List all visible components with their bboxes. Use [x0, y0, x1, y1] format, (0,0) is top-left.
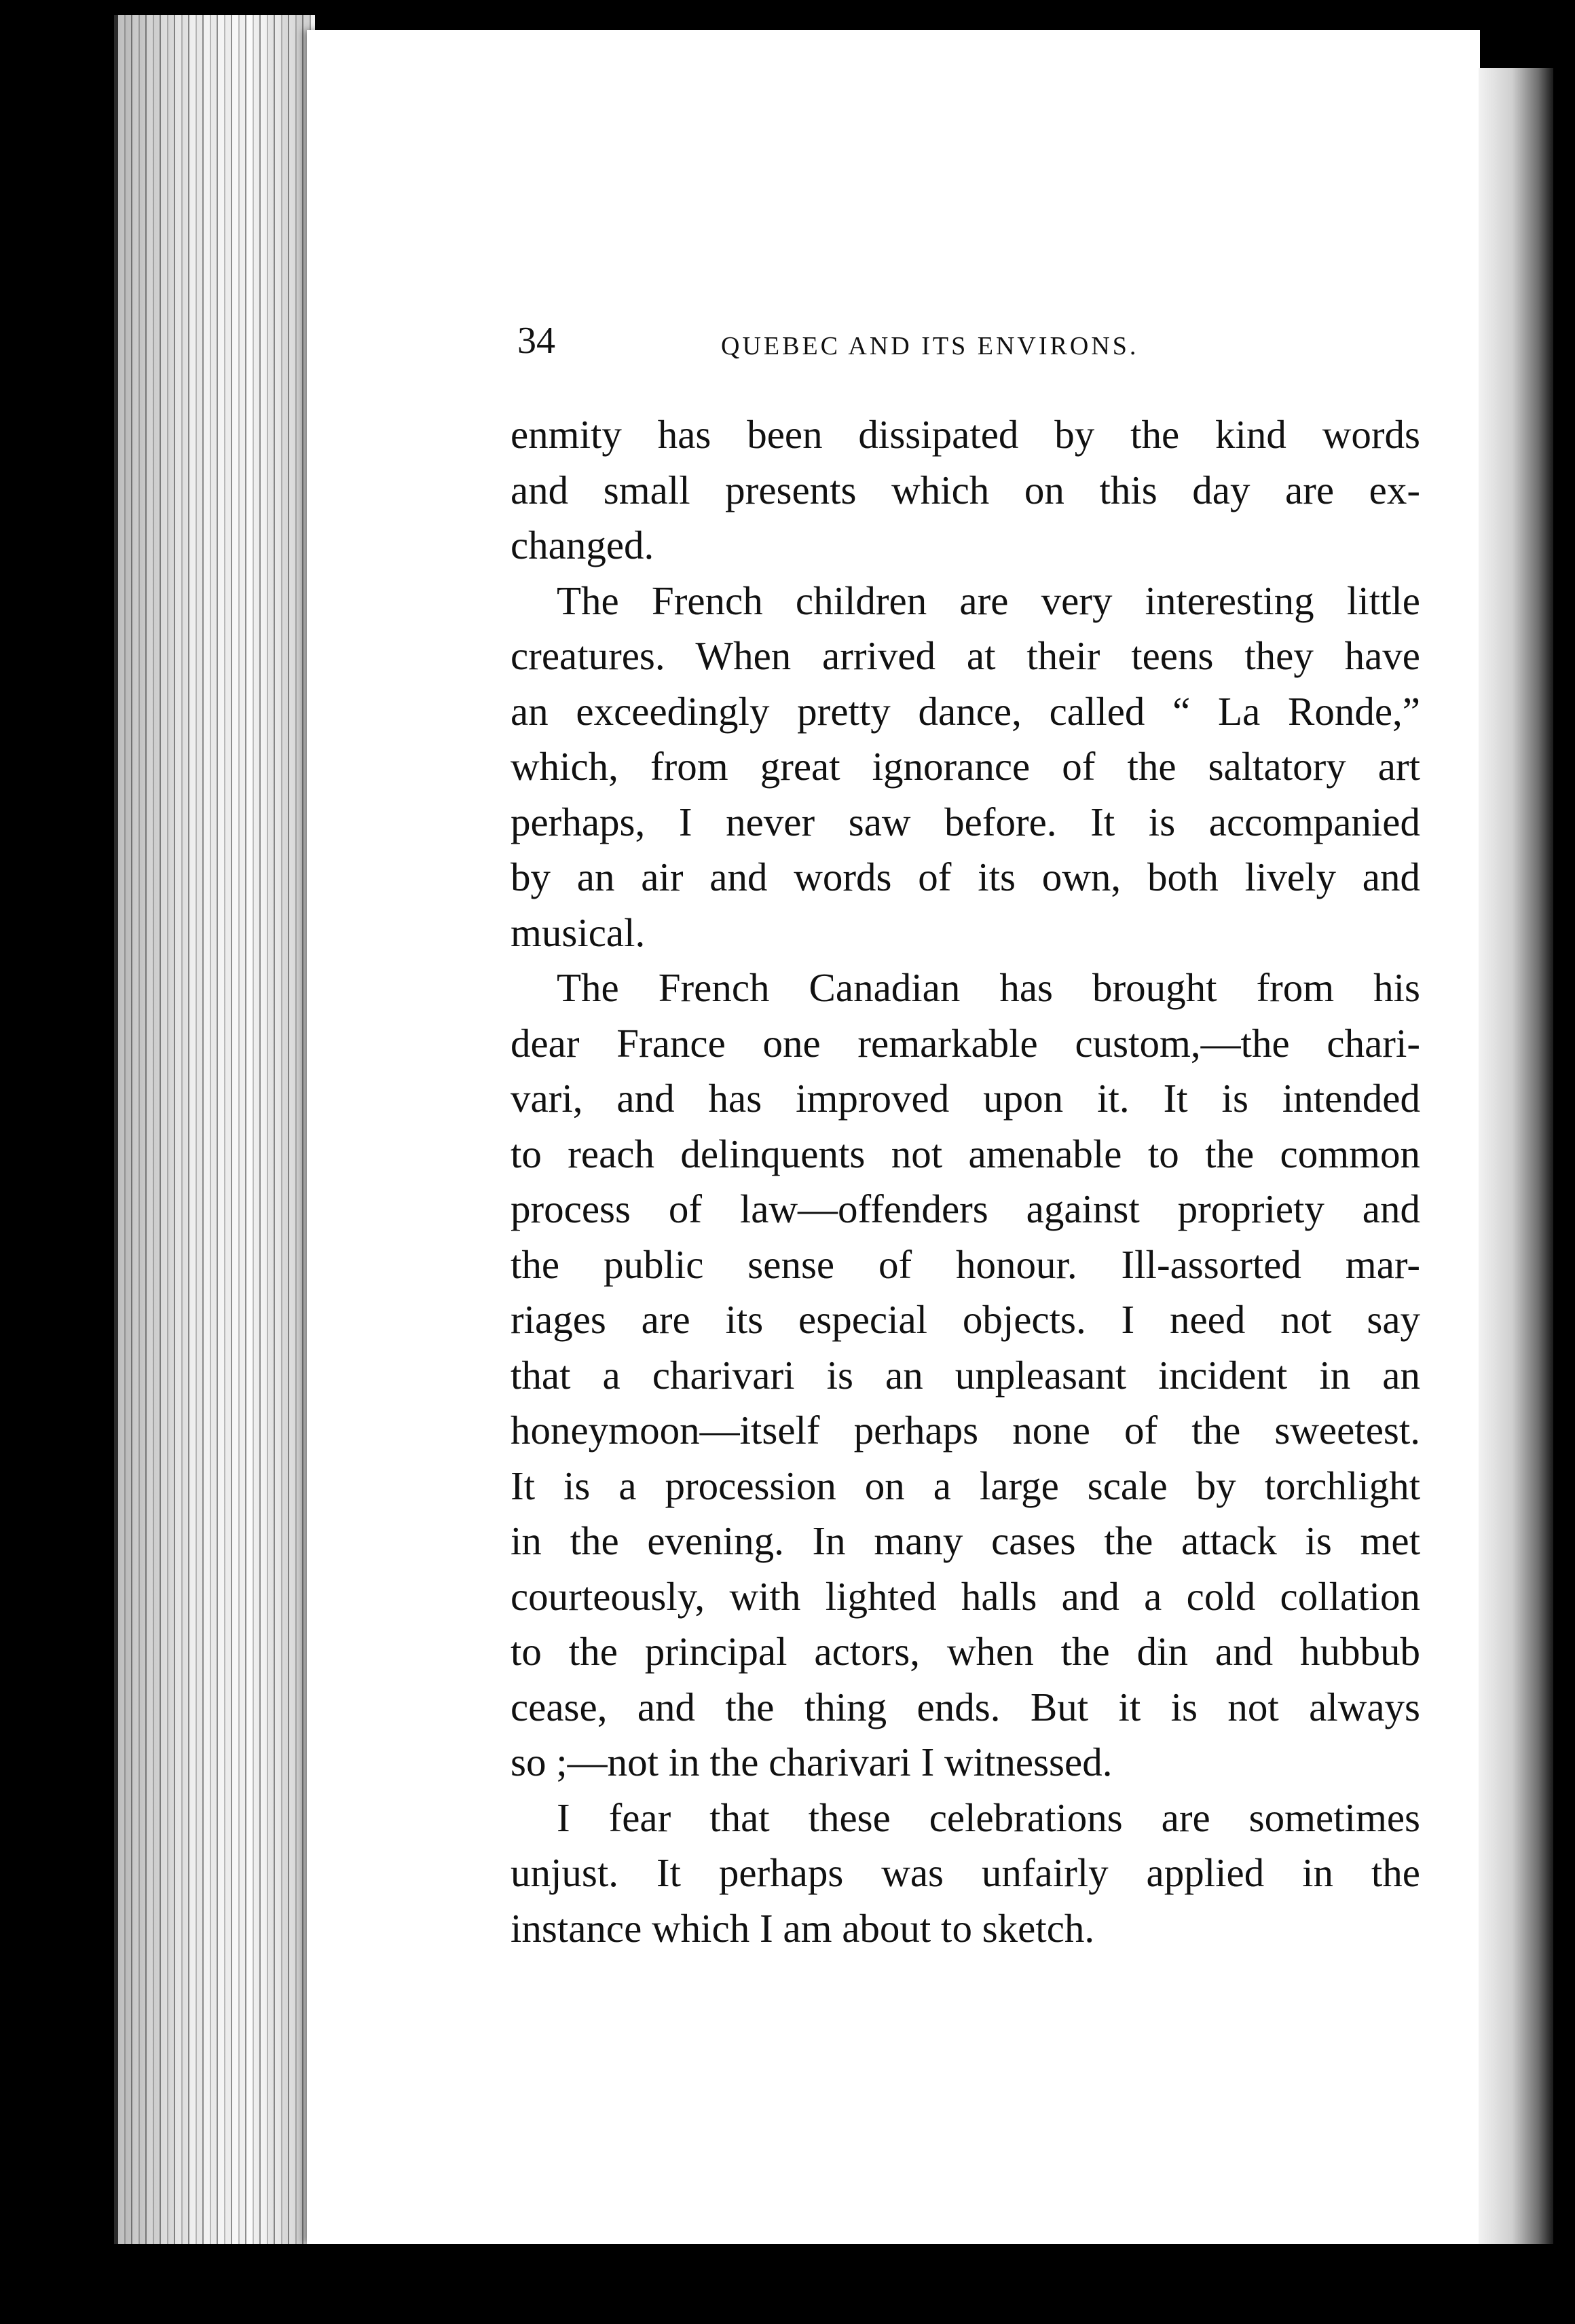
page-edges-shadow — [114, 15, 311, 2248]
text-line: and small presents which on this day are ex- — [511, 467, 1420, 512]
binding-shadow — [1479, 68, 1553, 2260]
text-line: to the principal actors, when the din and hubbub — [511, 1629, 1420, 1674]
text-line: creatures. When arrived at their teens they have — [511, 633, 1420, 678]
text-line: perhaps, I never saw before. It is accompanied — [511, 799, 1420, 844]
text-line: changed. — [511, 523, 654, 567]
body-text — [511, 407, 1420, 1956]
running-head — [517, 314, 1427, 368]
text-line: an exceedingly pretty dance, called “ La Ronde,” — [511, 688, 1420, 734]
text-line: which, from great ignorance of the saltatory art — [511, 744, 1420, 789]
text-line: The French Canadian has brought from his — [557, 965, 1420, 1010]
text-line: instance which I am about to sketch. — [511, 1905, 1095, 1951]
text-line: in the evening. In many cases the attack is met — [511, 1518, 1420, 1563]
page-number: 34 — [517, 320, 555, 362]
running-title: QUEBEC AND ITS ENVIRONS. — [721, 332, 1139, 360]
text-line: to reach delinquents not amenable to the common — [511, 1131, 1420, 1176]
text-line: enmity has been dissipated by the kind words — [511, 412, 1420, 457]
text-line: vari, and has improved upon it. It is intended — [511, 1076, 1420, 1121]
text-line: I fear that these celebrations are sometimes — [557, 1795, 1420, 1840]
text-line: musical. — [511, 910, 646, 955]
text-line: unjust. It perhaps was unfairly applied in the — [511, 1850, 1420, 1895]
scan-background-bottom — [0, 2244, 1575, 2324]
text-line: cease, and the thing ends. But it is not always — [511, 1684, 1420, 1729]
text-line: honeymoon—itself perhaps none of the sweetest. — [511, 1408, 1420, 1452]
text-line: that a charivari is an unpleasant incident in an — [511, 1352, 1420, 1398]
text-line: by an air and words of its own, both lively and — [511, 855, 1420, 899]
text-line: courteously, with lighted halls and a cold collation — [511, 1573, 1420, 1619]
text-line: process of law—offenders against propriety and — [511, 1186, 1420, 1231]
text-line: so ;—not in the charivari I witnessed. — [511, 1740, 1113, 1784]
text-line: It is a procession on a large scale by torchlight — [511, 1463, 1420, 1508]
text-line: dear France one remarkable custom,—the chari- — [511, 1020, 1420, 1066]
text-line: riages are its especial objects. I need not say — [511, 1297, 1420, 1342]
text-line: the public sense of honour. Ill-assorted mar- — [511, 1241, 1420, 1287]
text-line: The French children are very interesting little — [557, 578, 1420, 623]
